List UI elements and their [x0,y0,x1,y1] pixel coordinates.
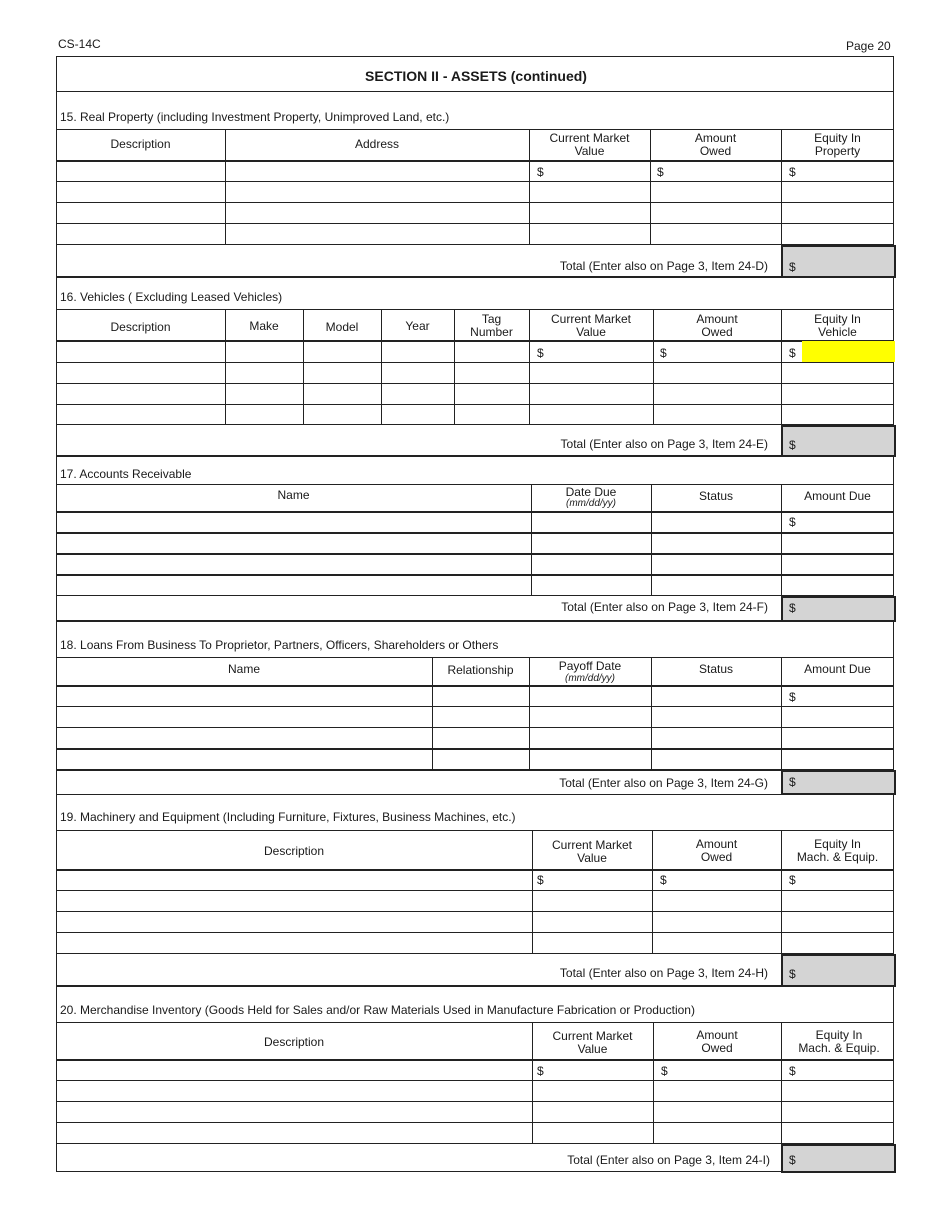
rule [56,160,894,162]
section-title: SECTION II - ASSETS (continued) [365,68,587,84]
rule [56,181,894,182]
dollar-sign: $ [789,165,796,179]
rule [56,932,894,933]
col-header-year: Year [405,318,430,333]
col-header-name: Name [227,661,260,676]
rule [56,685,894,687]
col-header-amount-owed: Amount Owed [696,1028,738,1055]
total-label: Total (Enter also on Page 3, Item 24-H) [559,966,768,980]
col-header-amount-owed: Amount Owed [694,130,737,158]
highlighted-field[interactable] [802,341,895,362]
dollar-sign: $ [789,775,796,789]
col-header-status: Status [698,661,734,676]
rule [56,890,894,891]
rule [56,620,896,622]
rule [56,727,894,728]
col-header-equity: Equity In Property [814,130,861,158]
total-field-machinery[interactable] [781,954,896,987]
col-header-equity: Equity In Mach. & Equip. [796,836,879,864]
dollar-sign: $ [660,873,667,887]
machinery-caption: 19. Machinery and Equipment (Including Furniture, Fixtures, Business Machines, etc.) [60,810,516,824]
dollar-sign: $ [789,260,796,274]
total-label: Total (Enter also on Page 3, Item 24-F) [561,600,768,614]
col-header-market-value: Current Market Value [552,1029,633,1056]
dollar-sign: $ [789,601,796,615]
col-header-status: Status [698,488,734,503]
total-field-loans[interactable] [781,770,896,795]
rule [56,223,894,224]
col-header-equity: Equity In Vehicle [814,311,861,339]
col-header-make: Make [249,318,279,333]
rule [56,383,894,384]
col-header-date-due: Date Due [565,484,617,499]
rule [56,424,894,425]
rule [56,532,894,534]
rule [56,202,894,203]
total-field-accounts-receivable[interactable] [781,596,896,622]
dollar-sign: $ [789,690,796,704]
total-label: Total (Enter also on Page 3, Item 24-I) [567,1153,770,1167]
date-format-hint: (mm/dd/yy) [565,673,615,684]
rule [56,1143,894,1144]
col-header-description: Description [263,1034,325,1049]
rule [56,985,896,987]
total-label: Total (Enter also on Page 3, Item 24-E) [560,437,768,451]
dollar-sign: $ [661,1064,668,1078]
col-header-tag-number: Tag Number [470,311,513,339]
col-header-amount-owed: Amount Owed [695,836,738,864]
dollar-sign: $ [537,165,544,179]
col-header-address: Address [354,137,400,151]
dollar-sign: $ [789,346,796,360]
dollar-sign: $ [537,873,544,887]
total-field-real-property[interactable] [781,245,896,278]
col-header-relationship: Relationship [447,662,514,677]
rule [56,362,894,363]
rule [56,1122,894,1123]
col-header-amount-owed: Amount Owed [696,311,738,339]
date-format-hint: (mm/dd/yy) [566,498,616,509]
rule [56,706,894,707]
col-header-description: Description [263,844,325,858]
col-header-payoff-date: Payoff Date [558,659,622,673]
dollar-sign: $ [789,515,796,529]
rule [56,1080,894,1081]
rule [56,1101,894,1102]
total-field-vehicles[interactable] [781,425,896,457]
rule [56,748,894,750]
vehicles-caption: 16. Vehicles ( Excluding Leased Vehicles) [60,290,283,304]
rule [56,511,894,513]
dollar-sign: $ [789,1153,796,1167]
col-header-amount-due: Amount Due [804,488,871,503]
page-number: Page 20 [846,39,891,53]
divider [56,91,894,92]
col-header-description: Description [110,137,171,151]
dollar-sign: $ [789,1064,796,1078]
rule [56,595,894,596]
real-property-caption: 15. Real Property (including Investment Property, Unimproved Land, etc.) [60,110,450,124]
total-label: Total (Enter also on Page 3, Item 24-G) [559,776,768,790]
dollar-sign: $ [537,346,544,360]
rule [56,455,896,457]
rule [56,769,894,771]
dollar-sign: $ [660,346,667,360]
rule [56,404,894,405]
total-field-merchandise[interactable] [781,1144,896,1173]
merchandise-caption: 20. Merchandise Inventory (Goods Held for Sales and/or Raw Materials Used in Manufacture Fabrication or Production) [60,1003,695,1017]
col-header-market-value: Current Market Value [549,130,630,158]
accounts-receivable-caption: 17. Accounts Receivable [60,467,192,481]
dollar-sign: $ [657,165,664,179]
rule [56,794,894,795]
rule [56,911,894,912]
col-header-model: Model [325,319,359,334]
dollar-sign: $ [789,438,796,452]
rule [56,553,894,555]
rule [56,244,894,245]
col-header-description: Description [110,319,171,334]
dollar-sign: $ [537,1064,544,1078]
col-header-amount-due: Amount Due [804,661,871,676]
col-header-equity: Equity In Mach. & Equip. [798,1028,880,1055]
col-header-market-value: Current Market Value [551,838,633,865]
loans-caption: 18. Loans From Business To Proprietor, Partners, Officers, Shareholders or Others [60,638,499,652]
total-label: Total (Enter also on Page 3, Item 24-D) [559,259,768,273]
form-id: CS-14C [58,37,101,51]
rule [56,276,896,278]
dollar-sign: $ [789,873,796,887]
rule [56,953,894,954]
rule [56,574,894,576]
col-header-name: Name [277,487,310,502]
col-header-market-value: Current Market Value [550,311,632,339]
dollar-sign: $ [789,967,796,981]
